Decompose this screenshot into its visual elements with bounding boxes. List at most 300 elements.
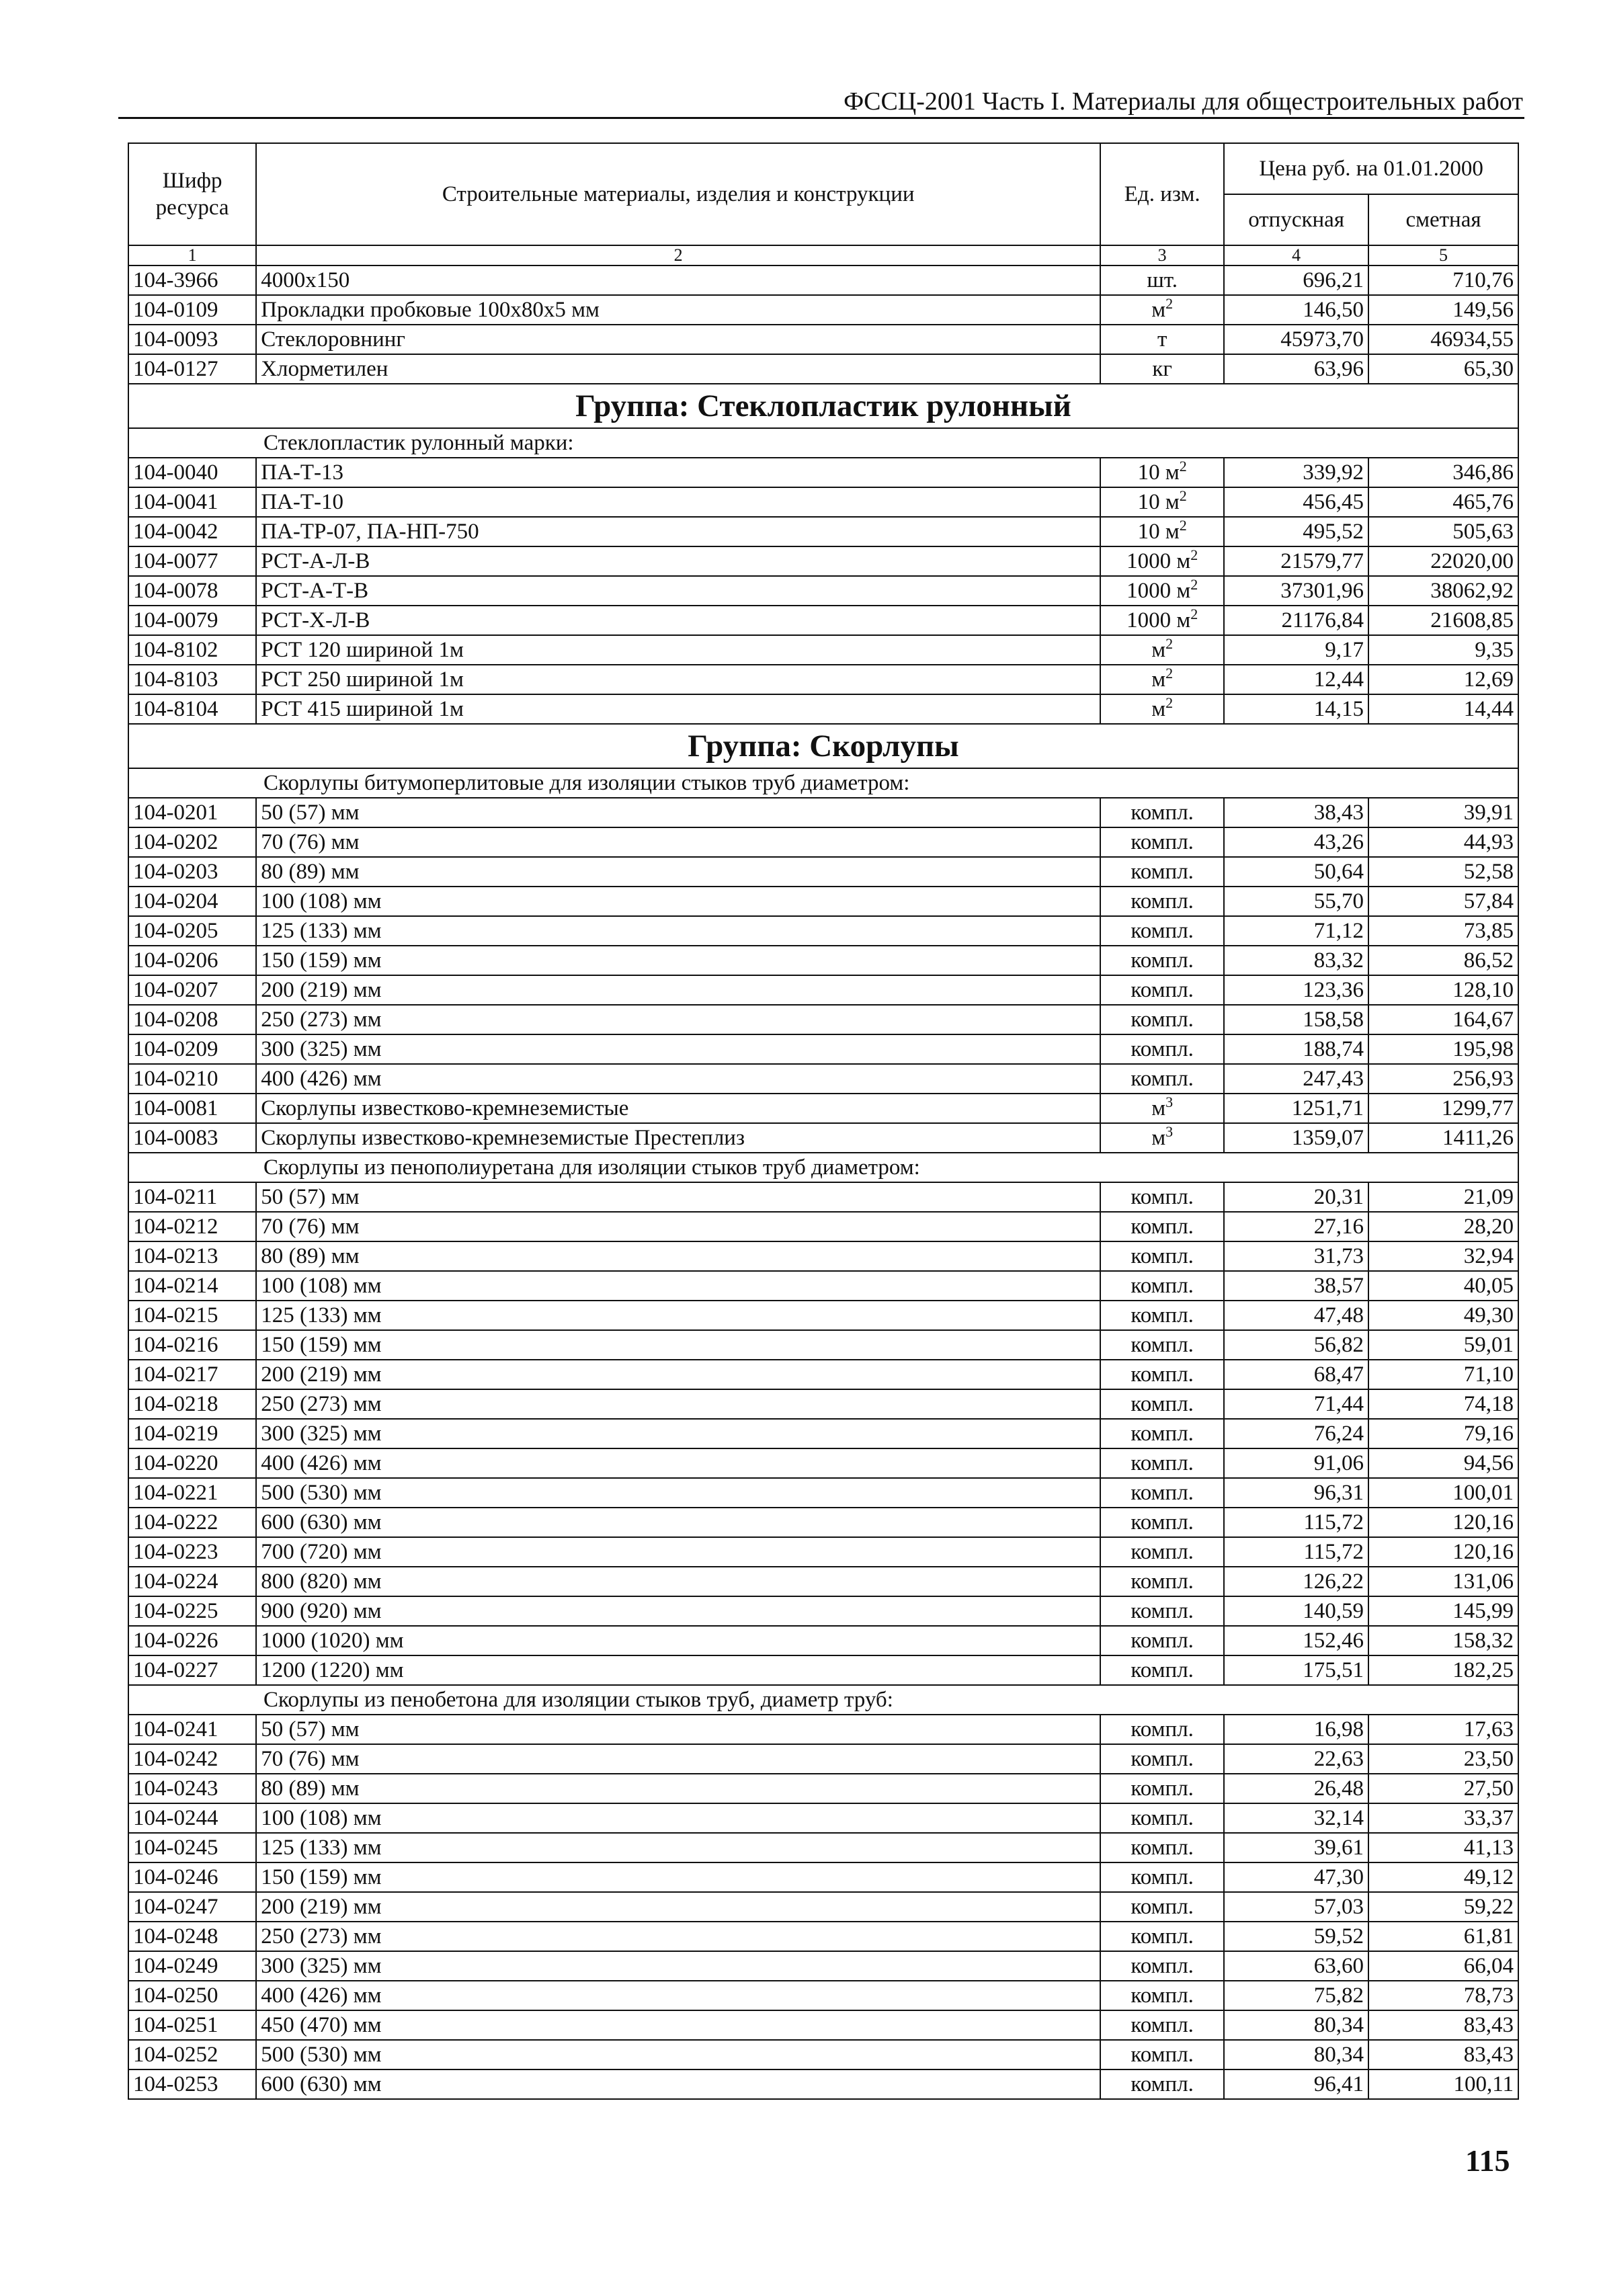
material-name: 70 (76) мм <box>256 827 1100 857</box>
price-estimate: 100,11 <box>1368 2069 1518 2099</box>
price-estimate: 33,37 <box>1368 1803 1518 1833</box>
material-name: 200 (219) мм <box>256 975 1100 1005</box>
price-estimate: 57,84 <box>1368 887 1518 916</box>
material-name: 70 (76) мм <box>256 1212 1100 1241</box>
price-release: 115,72 <box>1224 1508 1368 1537</box>
material-name: 250 (273) мм <box>256 1389 1100 1419</box>
unit-cell <box>1100 975 1224 1005</box>
unit-label: компл. <box>1131 1954 1194 1978</box>
unit-cell <box>1100 1301 1224 1330</box>
price-release: 47,30 <box>1224 1862 1368 1892</box>
material-name: 700 (720) мм <box>256 1537 1100 1567</box>
price-estimate: 78,73 <box>1368 1981 1518 2010</box>
unit-exponent: 2 <box>1179 458 1187 475</box>
group-heading-row <box>128 384 1518 428</box>
unit-cell <box>1100 265 1224 295</box>
unit-cell <box>1100 1655 1224 1685</box>
material-name: 50 (57) мм <box>256 1715 1100 1744</box>
unit-label: компл. <box>1131 2013 1194 2037</box>
unit-label: компл. <box>1131 1983 1194 2008</box>
price-release: 456,45 <box>1224 487 1368 517</box>
resource-code: 104-0207 <box>128 975 256 1005</box>
resource-code: 104-0220 <box>128 1448 256 1478</box>
resource-code: 104-0218 <box>128 1389 256 1419</box>
material-name: 100 (108) мм <box>256 887 1100 916</box>
unit-label: м <box>1151 298 1166 322</box>
resource-code: 104-0241 <box>128 1715 256 1744</box>
material-name: 1000 (1020) мм <box>256 1626 1100 1655</box>
material-name: 125 (133) мм <box>256 1833 1100 1862</box>
price-estimate: 131,06 <box>1368 1567 1518 1596</box>
price-estimate: 27,50 <box>1368 1774 1518 1803</box>
unit-label: шт. <box>1147 268 1178 292</box>
unit-cell <box>1100 798 1224 827</box>
price-estimate: 38062,92 <box>1368 576 1518 606</box>
unit-exponent: 2 <box>1165 635 1174 652</box>
unit-cell <box>1100 1389 1224 1419</box>
table-row <box>128 1123 1518 1153</box>
price-release: 63,96 <box>1224 354 1368 384</box>
unit-cell <box>1100 916 1224 946</box>
table-row <box>128 1212 1518 1241</box>
resource-code: 104-0211 <box>128 1182 256 1212</box>
material-name: 400 (426) мм <box>256 1448 1100 1478</box>
price-estimate: 40,05 <box>1368 1271 1518 1301</box>
resource-code: 104-0242 <box>128 1744 256 1774</box>
material-name: 300 (325) мм <box>256 1951 1100 1981</box>
unit-label: компл. <box>1131 1067 1194 1091</box>
table-row <box>128 635 1518 665</box>
price-release: 1251,71 <box>1224 1094 1368 1123</box>
price-release: 123,36 <box>1224 975 1368 1005</box>
material-name: 150 (159) мм <box>256 946 1100 975</box>
table-row <box>128 2040 1518 2069</box>
resource-code: 104-0206 <box>128 946 256 975</box>
material-name: 250 (273) мм <box>256 1922 1100 1951</box>
col-number: 1 <box>128 245 256 265</box>
unit-exponent: 3 <box>1165 1094 1174 1110</box>
unit-label: компл. <box>1131 2043 1194 2067</box>
price-estimate: 86,52 <box>1368 946 1518 975</box>
resource-code: 104-0213 <box>128 1241 256 1271</box>
table-row <box>128 1271 1518 1301</box>
unit-exponent: 2 <box>1179 517 1187 534</box>
table-row <box>128 916 1518 946</box>
unit-cell <box>1100 325 1224 354</box>
materials-table <box>128 142 1519 2100</box>
unit-cell <box>1100 354 1224 384</box>
unit-exponent: 2 <box>1165 694 1174 711</box>
table-row <box>128 798 1518 827</box>
price-release: 16,98 <box>1224 1715 1368 1744</box>
unit-label: м <box>1151 1126 1166 1150</box>
price-estimate: 17,63 <box>1368 1715 1518 1744</box>
material-name: 400 (426) мм <box>256 1981 1100 2010</box>
resource-code: 104-0217 <box>128 1360 256 1389</box>
price-release: 22,63 <box>1224 1744 1368 1774</box>
unit-label: компл. <box>1131 1333 1194 1357</box>
table-row <box>128 1922 1518 1951</box>
unit-cell <box>1100 946 1224 975</box>
price-estimate: 505,63 <box>1368 517 1518 546</box>
table-row <box>128 1774 1518 1803</box>
table-row <box>128 265 1518 295</box>
header-price-group: Цена руб. на 01.01.2000 <box>1224 143 1518 194</box>
table-row <box>128 1655 1518 1685</box>
unit-cell <box>1100 1034 1224 1064</box>
table-row <box>128 1330 1518 1360</box>
price-estimate: 23,50 <box>1368 1744 1518 1774</box>
unit-label: компл. <box>1131 1274 1194 1298</box>
table-row <box>128 576 1518 606</box>
price-estimate: 21608,85 <box>1368 606 1518 635</box>
material-name: 600 (630) мм <box>256 2069 1100 2099</box>
material-name: 450 (470) мм <box>256 2010 1100 2040</box>
unit-cell <box>1100 295 1224 325</box>
table-row <box>128 606 1518 635</box>
table-row <box>128 1892 1518 1922</box>
price-release: 68,47 <box>1224 1360 1368 1389</box>
table-row <box>128 694 1518 724</box>
unit-cell <box>1100 1892 1224 1922</box>
price-estimate: 49,12 <box>1368 1862 1518 1892</box>
unit-label: 10 м <box>1137 490 1180 514</box>
unit-cell <box>1100 1241 1224 1271</box>
subheading: Скорлупы из пенополиуретана для изоляции стыков труб диаметром: <box>128 1153 1518 1182</box>
resource-code: 104-0215 <box>128 1301 256 1330</box>
unit-cell <box>1100 1330 1224 1360</box>
unit-exponent: 3 <box>1165 1123 1174 1140</box>
price-estimate: 195,98 <box>1368 1034 1518 1064</box>
resource-code: 104-0223 <box>128 1537 256 1567</box>
unit-cell <box>1100 1833 1224 1862</box>
unit-label: компл. <box>1131 1599 1194 1623</box>
resource-code: 104-0210 <box>128 1064 256 1094</box>
price-estimate: 9,35 <box>1368 635 1518 665</box>
table-row <box>128 1626 1518 1655</box>
unit-cell <box>1100 1567 1224 1596</box>
table-row <box>128 517 1518 546</box>
price-release: 80,34 <box>1224 2010 1368 2040</box>
table-row <box>128 946 1518 975</box>
price-release: 12,44 <box>1224 665 1368 694</box>
resource-code: 104-0245 <box>128 1833 256 1862</box>
price-release: 158,58 <box>1224 1005 1368 1034</box>
material-name: РСТ-Х-Л-В <box>256 606 1100 635</box>
table-row <box>128 1803 1518 1833</box>
resource-code: 104-3966 <box>128 265 256 295</box>
material-name: Хлорметилен <box>256 354 1100 384</box>
unit-exponent: 2 <box>1190 576 1198 593</box>
unit-label: компл. <box>1131 1303 1194 1327</box>
resource-code: 104-0041 <box>128 487 256 517</box>
unit-label: компл. <box>1131 1008 1194 1032</box>
material-name: 800 (820) мм <box>256 1567 1100 1596</box>
table-row <box>128 1744 1518 1774</box>
price-estimate: 44,93 <box>1368 827 1518 857</box>
unit-cell <box>1100 1271 1224 1301</box>
resource-code: 104-0252 <box>128 2040 256 2069</box>
resource-code: 104-0246 <box>128 1862 256 1892</box>
material-name: 300 (325) мм <box>256 1034 1100 1064</box>
price-estimate: 710,76 <box>1368 265 1518 295</box>
price-release: 55,70 <box>1224 887 1368 916</box>
material-name: РСТ 120 шириной 1м <box>256 635 1100 665</box>
table-row <box>128 1478 1518 1508</box>
subheading: Скорлупы из пенобетона для изоляции стыков труб, диаметр труб: <box>128 1685 1518 1715</box>
price-estimate: 346,86 <box>1368 458 1518 487</box>
resource-code: 104-0209 <box>128 1034 256 1064</box>
price-release: 175,51 <box>1224 1655 1368 1685</box>
running-header-title: ФССЦ-2001 Часть I. Материалы для общестроительных работ <box>844 87 1523 116</box>
unit-exponent: 2 <box>1165 295 1174 312</box>
unit-label: компл. <box>1131 1569 1194 1594</box>
price-release: 50,64 <box>1224 857 1368 887</box>
unit-label: компл. <box>1131 1836 1194 1860</box>
price-release: 43,26 <box>1224 827 1368 857</box>
unit-exponent: 2 <box>1179 487 1187 504</box>
resource-code: 104-0244 <box>128 1803 256 1833</box>
table-row <box>128 458 1518 487</box>
unit-label: компл. <box>1131 1658 1194 1682</box>
price-estimate: 39,91 <box>1368 798 1518 827</box>
price-estimate: 120,16 <box>1368 1508 1518 1537</box>
unit-label: компл. <box>1131 919 1194 943</box>
unit-cell <box>1100 1212 1224 1241</box>
material-name: РСТ-А-Л-В <box>256 546 1100 576</box>
price-estimate: 52,58 <box>1368 857 1518 887</box>
price-estimate: 46934,55 <box>1368 325 1518 354</box>
price-estimate: 1411,26 <box>1368 1123 1518 1153</box>
unit-label: 1000 м <box>1126 579 1191 603</box>
unit-label: 1000 м <box>1126 608 1191 632</box>
material-name: 150 (159) мм <box>256 1330 1100 1360</box>
unit-cell <box>1100 1951 1224 1981</box>
group-heading: Группа: Стеклопластик рулонный <box>128 384 1518 428</box>
unit-cell <box>1100 1922 1224 1951</box>
unit-label: 10 м <box>1137 460 1180 485</box>
material-name: 900 (920) мм <box>256 1596 1100 1626</box>
resource-code: 104-0253 <box>128 2069 256 2099</box>
header-code: Шифр ресурса <box>128 143 256 245</box>
table-body <box>128 265 1518 2099</box>
table-row <box>128 1448 1518 1478</box>
material-name: 600 (630) мм <box>256 1508 1100 1537</box>
price-release: 140,59 <box>1224 1596 1368 1626</box>
material-name: 4000х150 <box>256 265 1100 295</box>
material-name: 200 (219) мм <box>256 1360 1100 1389</box>
material-name: 300 (325) мм <box>256 1419 1100 1448</box>
table-row <box>128 1064 1518 1094</box>
material-name: 1200 (1220) мм <box>256 1655 1100 1685</box>
unit-cell <box>1100 1862 1224 1892</box>
price-estimate: 83,43 <box>1368 2040 1518 2069</box>
col-number: 2 <box>256 245 1100 265</box>
table-row <box>128 546 1518 576</box>
table-header <box>128 143 1518 265</box>
unit-label: м <box>1151 638 1166 662</box>
material-name: ПА-Т-13 <box>256 458 1100 487</box>
unit-label: компл. <box>1131 1481 1194 1505</box>
material-name: 500 (530) мм <box>256 2040 1100 2069</box>
unit-cell <box>1100 546 1224 576</box>
unit-cell <box>1100 1360 1224 1389</box>
column-number-row <box>128 245 1518 265</box>
resource-code: 104-0225 <box>128 1596 256 1626</box>
unit-cell <box>1100 517 1224 546</box>
table-row <box>128 1005 1518 1034</box>
unit-label: кг <box>1152 357 1172 381</box>
price-estimate: 164,67 <box>1368 1005 1518 1034</box>
price-release: 339,92 <box>1224 458 1368 487</box>
header-price-release: отпускная <box>1224 194 1368 245</box>
price-estimate: 12,69 <box>1368 665 1518 694</box>
resource-code: 104-0040 <box>128 458 256 487</box>
price-release: 71,12 <box>1224 916 1368 946</box>
material-name: РСТ 415 шириной 1м <box>256 694 1100 724</box>
table-row <box>128 1862 1518 1892</box>
price-estimate: 65,30 <box>1368 354 1518 384</box>
table-row <box>128 1537 1518 1567</box>
table-row <box>128 665 1518 694</box>
resource-code: 104-0204 <box>128 887 256 916</box>
unit-label: м <box>1151 667 1166 692</box>
table-row <box>128 1182 1518 1212</box>
resource-code: 104-0077 <box>128 546 256 576</box>
running-header <box>118 86 1524 119</box>
unit-label: м <box>1151 697 1166 721</box>
group-heading: Группа: Скорлупы <box>128 724 1518 768</box>
price-estimate: 74,18 <box>1368 1389 1518 1419</box>
price-release: 39,61 <box>1224 1833 1368 1862</box>
table-row <box>128 2069 1518 2099</box>
price-release: 96,41 <box>1224 2069 1368 2099</box>
price-release: 1359,07 <box>1224 1123 1368 1153</box>
material-name: 100 (108) мм <box>256 1803 1100 1833</box>
unit-label: компл. <box>1131 1865 1194 1889</box>
unit-label: компл. <box>1131 1629 1194 1653</box>
unit-exponent: 2 <box>1165 665 1174 682</box>
material-name: 80 (89) мм <box>256 1774 1100 1803</box>
unit-label: м <box>1151 1096 1166 1120</box>
table-row <box>128 1360 1518 1389</box>
resource-code: 104-0219 <box>128 1419 256 1448</box>
subheading: Скорлупы битумоперлитовые для изоляции стыков труб диаметром: <box>128 768 1518 798</box>
price-estimate: 22020,00 <box>1368 546 1518 576</box>
resource-code: 104-0222 <box>128 1508 256 1537</box>
unit-label: компл. <box>1131 1776 1194 1801</box>
price-estimate: 465,76 <box>1368 487 1518 517</box>
table-row <box>128 827 1518 857</box>
table-row <box>128 857 1518 887</box>
price-release: 247,43 <box>1224 1064 1368 1094</box>
price-estimate: 61,81 <box>1368 1922 1518 1951</box>
unit-label: компл. <box>1131 1540 1194 1564</box>
price-estimate: 182,25 <box>1368 1655 1518 1685</box>
unit-label: компл. <box>1131 1185 1194 1209</box>
unit-cell <box>1100 694 1224 724</box>
subheading-row <box>128 1685 1518 1715</box>
price-estimate: 73,85 <box>1368 916 1518 946</box>
price-release: 14,15 <box>1224 694 1368 724</box>
price-estimate: 128,10 <box>1368 975 1518 1005</box>
price-estimate: 49,30 <box>1368 1301 1518 1330</box>
price-release: 115,72 <box>1224 1537 1368 1567</box>
resource-code: 104-0081 <box>128 1094 256 1123</box>
material-name: Прокладки пробковые 100х80х5 мм <box>256 295 1100 325</box>
price-release: 63,60 <box>1224 1951 1368 1981</box>
price-estimate: 21,09 <box>1368 1182 1518 1212</box>
table-row <box>128 1419 1518 1448</box>
subheading-row <box>128 1153 1518 1182</box>
resource-code: 104-0079 <box>128 606 256 635</box>
price-estimate: 256,93 <box>1368 1064 1518 1094</box>
table-row <box>128 1389 1518 1419</box>
price-estimate: 145,99 <box>1368 1596 1518 1626</box>
material-name: ПА-Т-10 <box>256 487 1100 517</box>
price-release: 26,48 <box>1224 1774 1368 1803</box>
material-name: 200 (219) мм <box>256 1892 1100 1922</box>
price-release: 20,31 <box>1224 1182 1368 1212</box>
unit-label: компл. <box>1131 1924 1194 1949</box>
price-estimate: 120,16 <box>1368 1537 1518 1567</box>
resource-code: 104-0109 <box>128 295 256 325</box>
unit-label: компл. <box>1131 1451 1194 1475</box>
price-release: 9,17 <box>1224 635 1368 665</box>
unit-cell <box>1100 1981 1224 2010</box>
material-name: 500 (530) мм <box>256 1478 1100 1508</box>
material-name: 80 (89) мм <box>256 1241 1100 1271</box>
table-row <box>128 1508 1518 1537</box>
resource-code: 104-0247 <box>128 1892 256 1922</box>
price-estimate: 94,56 <box>1368 1448 1518 1478</box>
unit-cell <box>1100 1448 1224 1478</box>
material-name: Стеклоровнинг <box>256 325 1100 354</box>
resource-code: 104-0127 <box>128 354 256 384</box>
page-number: 115 <box>1465 2143 1510 2178</box>
material-name: 50 (57) мм <box>256 798 1100 827</box>
unit-exponent: 2 <box>1190 546 1198 563</box>
unit-cell <box>1100 1537 1224 1567</box>
unit-label: компл. <box>1131 1895 1194 1919</box>
table-row <box>128 1034 1518 1064</box>
unit-exponent: 2 <box>1190 606 1198 622</box>
price-estimate: 158,32 <box>1368 1626 1518 1655</box>
header-unit: Ед. изм. <box>1100 143 1224 245</box>
table-row <box>128 325 1518 354</box>
unit-label: компл. <box>1131 1717 1194 1741</box>
unit-label: компл. <box>1131 1244 1194 1268</box>
unit-cell <box>1100 1715 1224 1744</box>
price-release: 126,22 <box>1224 1567 1368 1596</box>
table-row <box>128 1301 1518 1330</box>
price-release: 27,16 <box>1224 1212 1368 1241</box>
resource-code: 104-8104 <box>128 694 256 724</box>
unit-cell <box>1100 1123 1224 1153</box>
unit-cell <box>1100 1803 1224 1833</box>
price-release: 37301,96 <box>1224 576 1368 606</box>
table-row <box>128 354 1518 384</box>
unit-label: компл. <box>1131 948 1194 973</box>
price-release: 57,03 <box>1224 1892 1368 1922</box>
resource-code: 104-0201 <box>128 798 256 827</box>
unit-label: компл. <box>1131 1215 1194 1239</box>
col-number: 5 <box>1368 245 1518 265</box>
unit-label: компл. <box>1131 1362 1194 1387</box>
unit-cell <box>1100 857 1224 887</box>
resource-code: 104-0226 <box>128 1626 256 1655</box>
resource-code: 104-0212 <box>128 1212 256 1241</box>
